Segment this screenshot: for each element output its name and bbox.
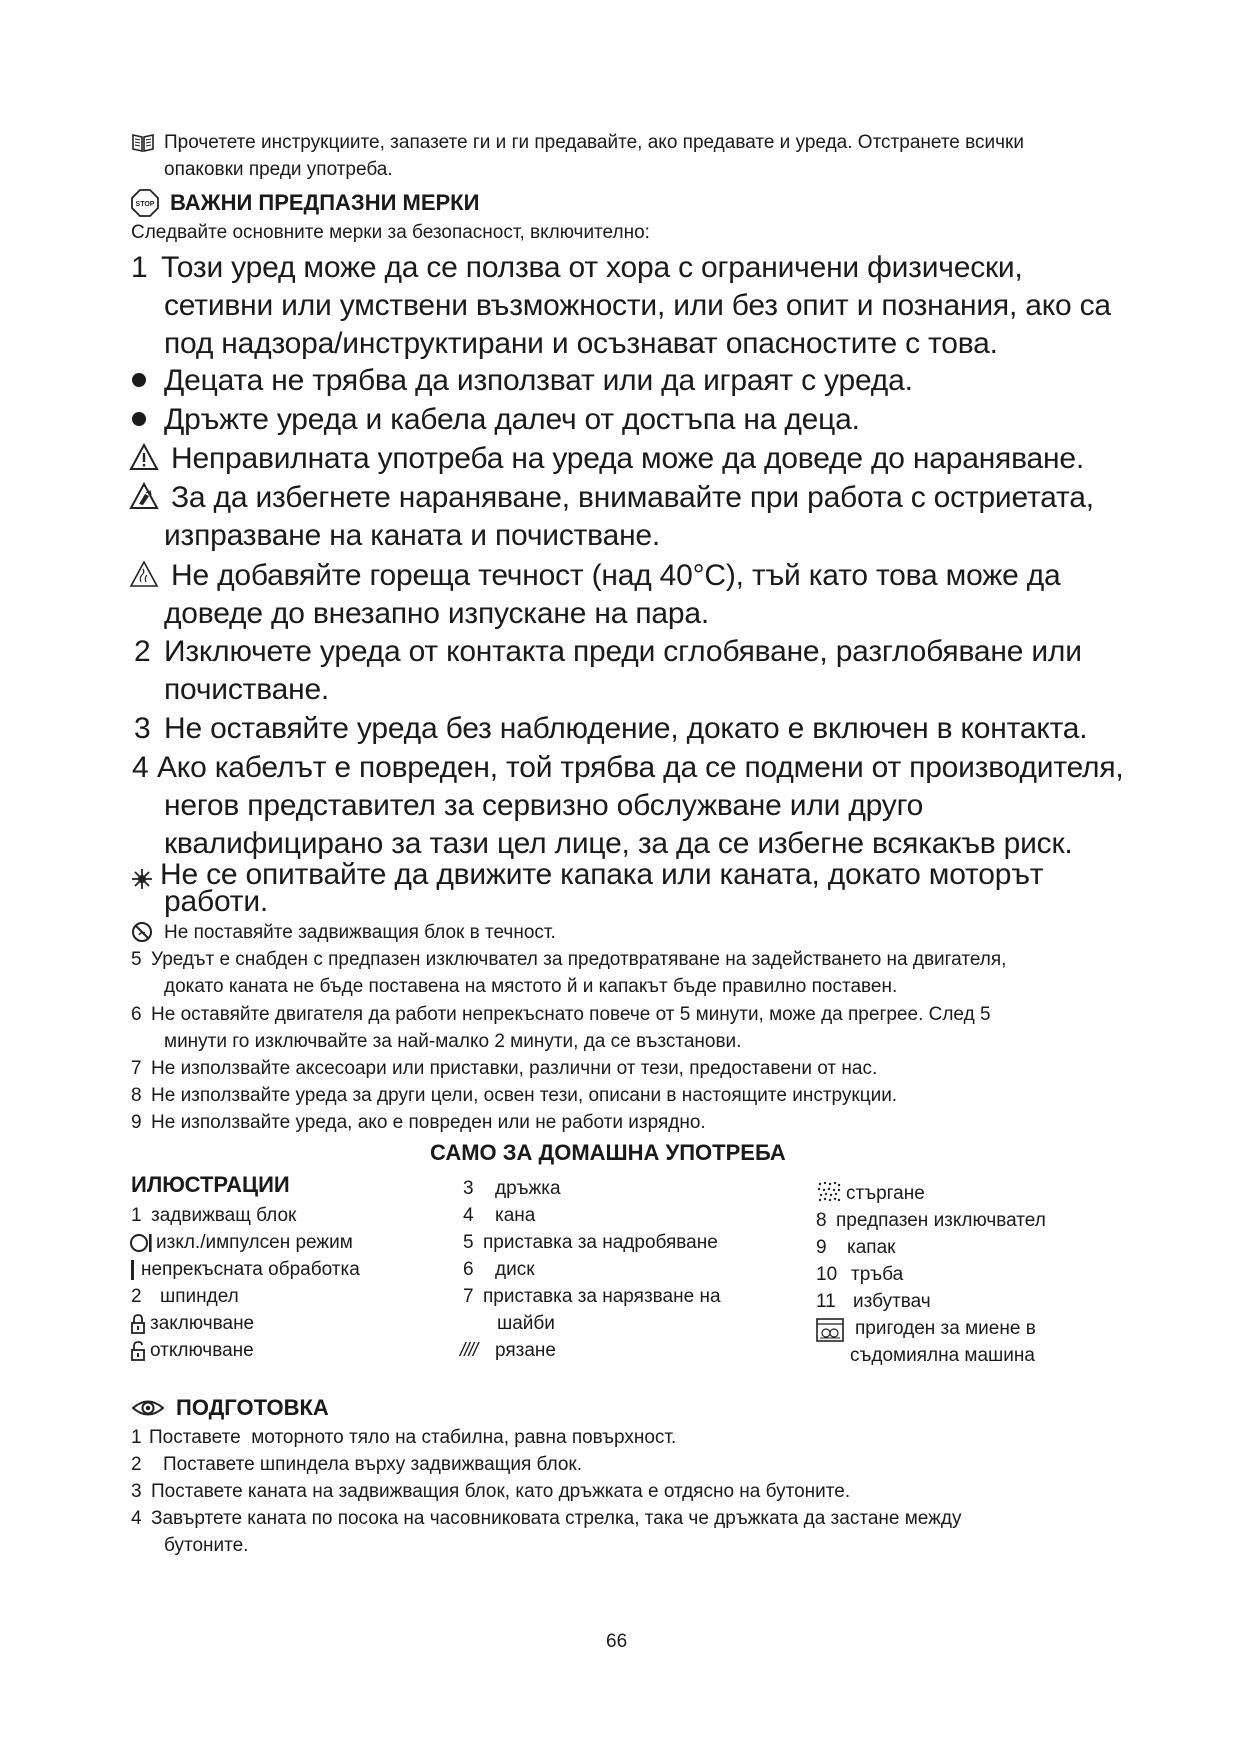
illus-1-label: задвижващ блок	[151, 1205, 297, 1226]
blade-warning-icon	[129, 482, 159, 515]
warning-1: Неправилната употреба на уреда може да доведе до нараняване.	[171, 442, 1084, 475]
illus-2-label: шпиндел	[160, 1286, 239, 1307]
prep-step-4-number: 4	[131, 1508, 142, 1529]
illus-7-label-line-2: шайби	[497, 1313, 555, 1334]
item-6-line-1: Не оставяйте двигателя да работи непрекъснато повече от 5 минути, може да прегрее. След 5	[151, 1004, 991, 1025]
illus-1-number: 1	[131, 1205, 142, 1226]
grating-label: стъргане	[846, 1183, 925, 1204]
intro-line-1: Прочетете инструкциите, запазете ги и ги предавайте, ако предавате и уреда. Отстранете всички	[164, 132, 1024, 153]
item-7-line-1: Не използвайте аксесоари или приставки, различни от тези, предоставени от нас.	[151, 1058, 878, 1079]
illus-8-number: 8	[816, 1210, 827, 1231]
illustrations-heading: ИЛЮСТРАЦИИ	[131, 1172, 290, 1197]
item-5-line-2: докато каната не бъде поставена на мястото й и капакът бъде правилно поставен.	[164, 976, 898, 997]
bullet-2: Дръжте уреда и кабела далеч от достъпа на деца.	[164, 403, 860, 436]
item-8-number: 8	[131, 1085, 142, 1106]
bullet-dot	[132, 373, 146, 387]
item-2-line-1: Изключете уреда от контакта преди сглобяване, разглобяване или	[164, 635, 1082, 668]
spark-line-1: Не се опитвайте да движите капака или каната, докато моторът	[160, 858, 1044, 891]
item-5-number: 5	[131, 949, 142, 970]
item-9-line-1: Не използвайте уреда, ако е повреден или не работи изрядно.	[151, 1112, 706, 1133]
illus-7-label-line-1: приставка за нарязване на	[483, 1286, 721, 1307]
dishwasher-label-line-2: съдомиялна машина	[850, 1345, 1035, 1366]
page-number: 66	[606, 1631, 628, 1652]
spark-line-2: работи.	[164, 885, 269, 918]
lock-label: заключване	[150, 1313, 255, 1334]
item-2-number: 2	[134, 635, 151, 668]
prep-step-1-number: 1	[131, 1427, 142, 1448]
illus-6-number: 6	[463, 1259, 474, 1280]
pulse-label: изкл./импулсен режим	[156, 1232, 353, 1253]
no-liquid-icon	[131, 921, 153, 948]
item-1-line-1: Този уред може да се ползва от хора с ограничени физически,	[161, 251, 1023, 284]
prep-step-3-number: 3	[131, 1481, 142, 1502]
illus-6-label: диск	[495, 1259, 535, 1280]
illus-11-label: избутвач	[853, 1291, 931, 1312]
item-7-number: 7	[131, 1058, 142, 1079]
item-1-line-2: сетивни или умствени възможности, или без опит и познания, ако са	[164, 289, 1111, 322]
item-2-line-2: почистване.	[164, 673, 330, 706]
intro-line-2: опаковки преди употреба.	[164, 159, 393, 180]
stop-icon-label: STOP	[135, 201, 155, 208]
household-use-heading: САМО ЗА ДОМАШНА УПОТРЕБА	[430, 1140, 786, 1165]
pulse-icon	[130, 1233, 152, 1258]
eye-icon	[131, 1398, 165, 1423]
lock-icon	[130, 1313, 146, 1340]
book-icon	[131, 132, 155, 157]
illus-11-number: 11	[816, 1291, 836, 1312]
item-1-line-3: под надзора/инструктирани и осъзнават опасностите с това.	[164, 327, 998, 360]
preparation-heading: ПОДГОТОВКА	[176, 1395, 329, 1420]
item-1-number: 1	[131, 251, 148, 284]
illus-9-number: 9	[816, 1237, 827, 1258]
warning-2-line-2: изпразване на каната и почистване.	[164, 519, 661, 552]
item-4-line-1: Ако кабелът е повреден, той трябва да се подмени от производителя,	[157, 751, 1124, 784]
warning-icon	[129, 443, 159, 476]
dishwasher-label-line-1: пригоден за миене в	[855, 1318, 1036, 1339]
item-4-line-3: квалифицирано за тази цел лице, за да се избегне всякакъв риск.	[164, 827, 1073, 860]
slicing-icon: ////	[460, 1340, 478, 1361]
warning-3-line-2: доведе до внезапно изпускане на пара.	[164, 597, 709, 630]
continuous-label: непрекъсната обработка	[141, 1259, 360, 1280]
no-liquid-text: Не поставяйте задвижващия блок в течност.	[164, 922, 556, 943]
item-3-number: 3	[134, 712, 151, 745]
item-6-number: 6	[131, 1004, 142, 1025]
illus-10-number: 10	[816, 1264, 838, 1285]
bullet-1: Децата не трябва да използват или да играят с уреда.	[164, 364, 913, 397]
stop-icon	[131, 189, 159, 222]
prep-step-2: Поставете шпиндела върху задвижващия блок.	[163, 1454, 583, 1475]
continuous-icon	[131, 1260, 134, 1280]
illus-4-label: кана	[495, 1205, 536, 1226]
illus-3-label: дръжка	[495, 1178, 561, 1199]
item-5-line-1: Уредът е снабден с предпазен изключвател за предотвратяване на задействането на двигателя,	[151, 949, 1007, 970]
safety-heading: ВАЖНИ ПРЕДПАЗНИ МЕРКИ	[170, 190, 480, 215]
grating-icon	[816, 1180, 842, 1207]
prep-step-3: Поставете каната на задвижващия блок, като дръжката е отдясно на бутоните.	[151, 1481, 851, 1502]
item-4-number: 4	[132, 751, 149, 784]
hot-liquid-warning-icon	[129, 560, 159, 593]
item-6-line-2: минути го изключвайте за най-малко 2 минути, да се възстанови.	[164, 1031, 742, 1052]
item-3-line-1: Не оставяйте уреда без наблюдение, докато е включен в контакта.	[164, 712, 1088, 745]
slicing-label: рязане	[495, 1340, 556, 1361]
unlock-label: отключване	[150, 1340, 254, 1361]
illus-3-number: 3	[463, 1178, 474, 1199]
spark-icon	[131, 868, 153, 895]
prep-step-4-line-1: Завъртете каната по посока на часовниковата стрелка, така че дръжката да застане между	[151, 1508, 962, 1529]
illus-5-number: 5	[463, 1232, 474, 1253]
illus-5-label: приставка за надробяване	[483, 1232, 718, 1253]
illus-8-label: предпазен изключвател	[836, 1210, 1046, 1231]
illus-7-number: 7	[463, 1286, 474, 1307]
prep-step-1: Поставете моторното тяло на стабилна, равна повърхност.	[149, 1427, 677, 1448]
illus-4-number: 4	[463, 1205, 474, 1226]
unlock-icon	[130, 1340, 146, 1367]
prep-step-4-line-2: бутоните.	[164, 1535, 249, 1556]
dishwasher-icon	[816, 1318, 844, 1347]
warning-3-line-1: Не добавяйте гореща течност (над 40°C), тъй като това може да	[171, 559, 1061, 592]
safety-subheading: Следвайте основните мерки за безопасност, включително:	[131, 222, 650, 243]
item-9-number: 9	[131, 1112, 142, 1133]
bullet-dot	[132, 412, 146, 426]
prep-step-2-number: 2	[131, 1454, 142, 1475]
illus-9-label: капак	[847, 1237, 896, 1258]
item-4-line-2: негов представител за сервизно обслужване или друго	[164, 789, 924, 822]
item-8-line-1: Не използвайте уреда за други цели, освен тези, описани в настоящите инструкции.	[151, 1085, 898, 1106]
illus-10-label: тръба	[851, 1264, 904, 1285]
warning-2-line-1: За да избегнете нараняване, внимавайте при работа с остриетата,	[171, 481, 1094, 514]
illus-2-number: 2	[131, 1286, 142, 1307]
